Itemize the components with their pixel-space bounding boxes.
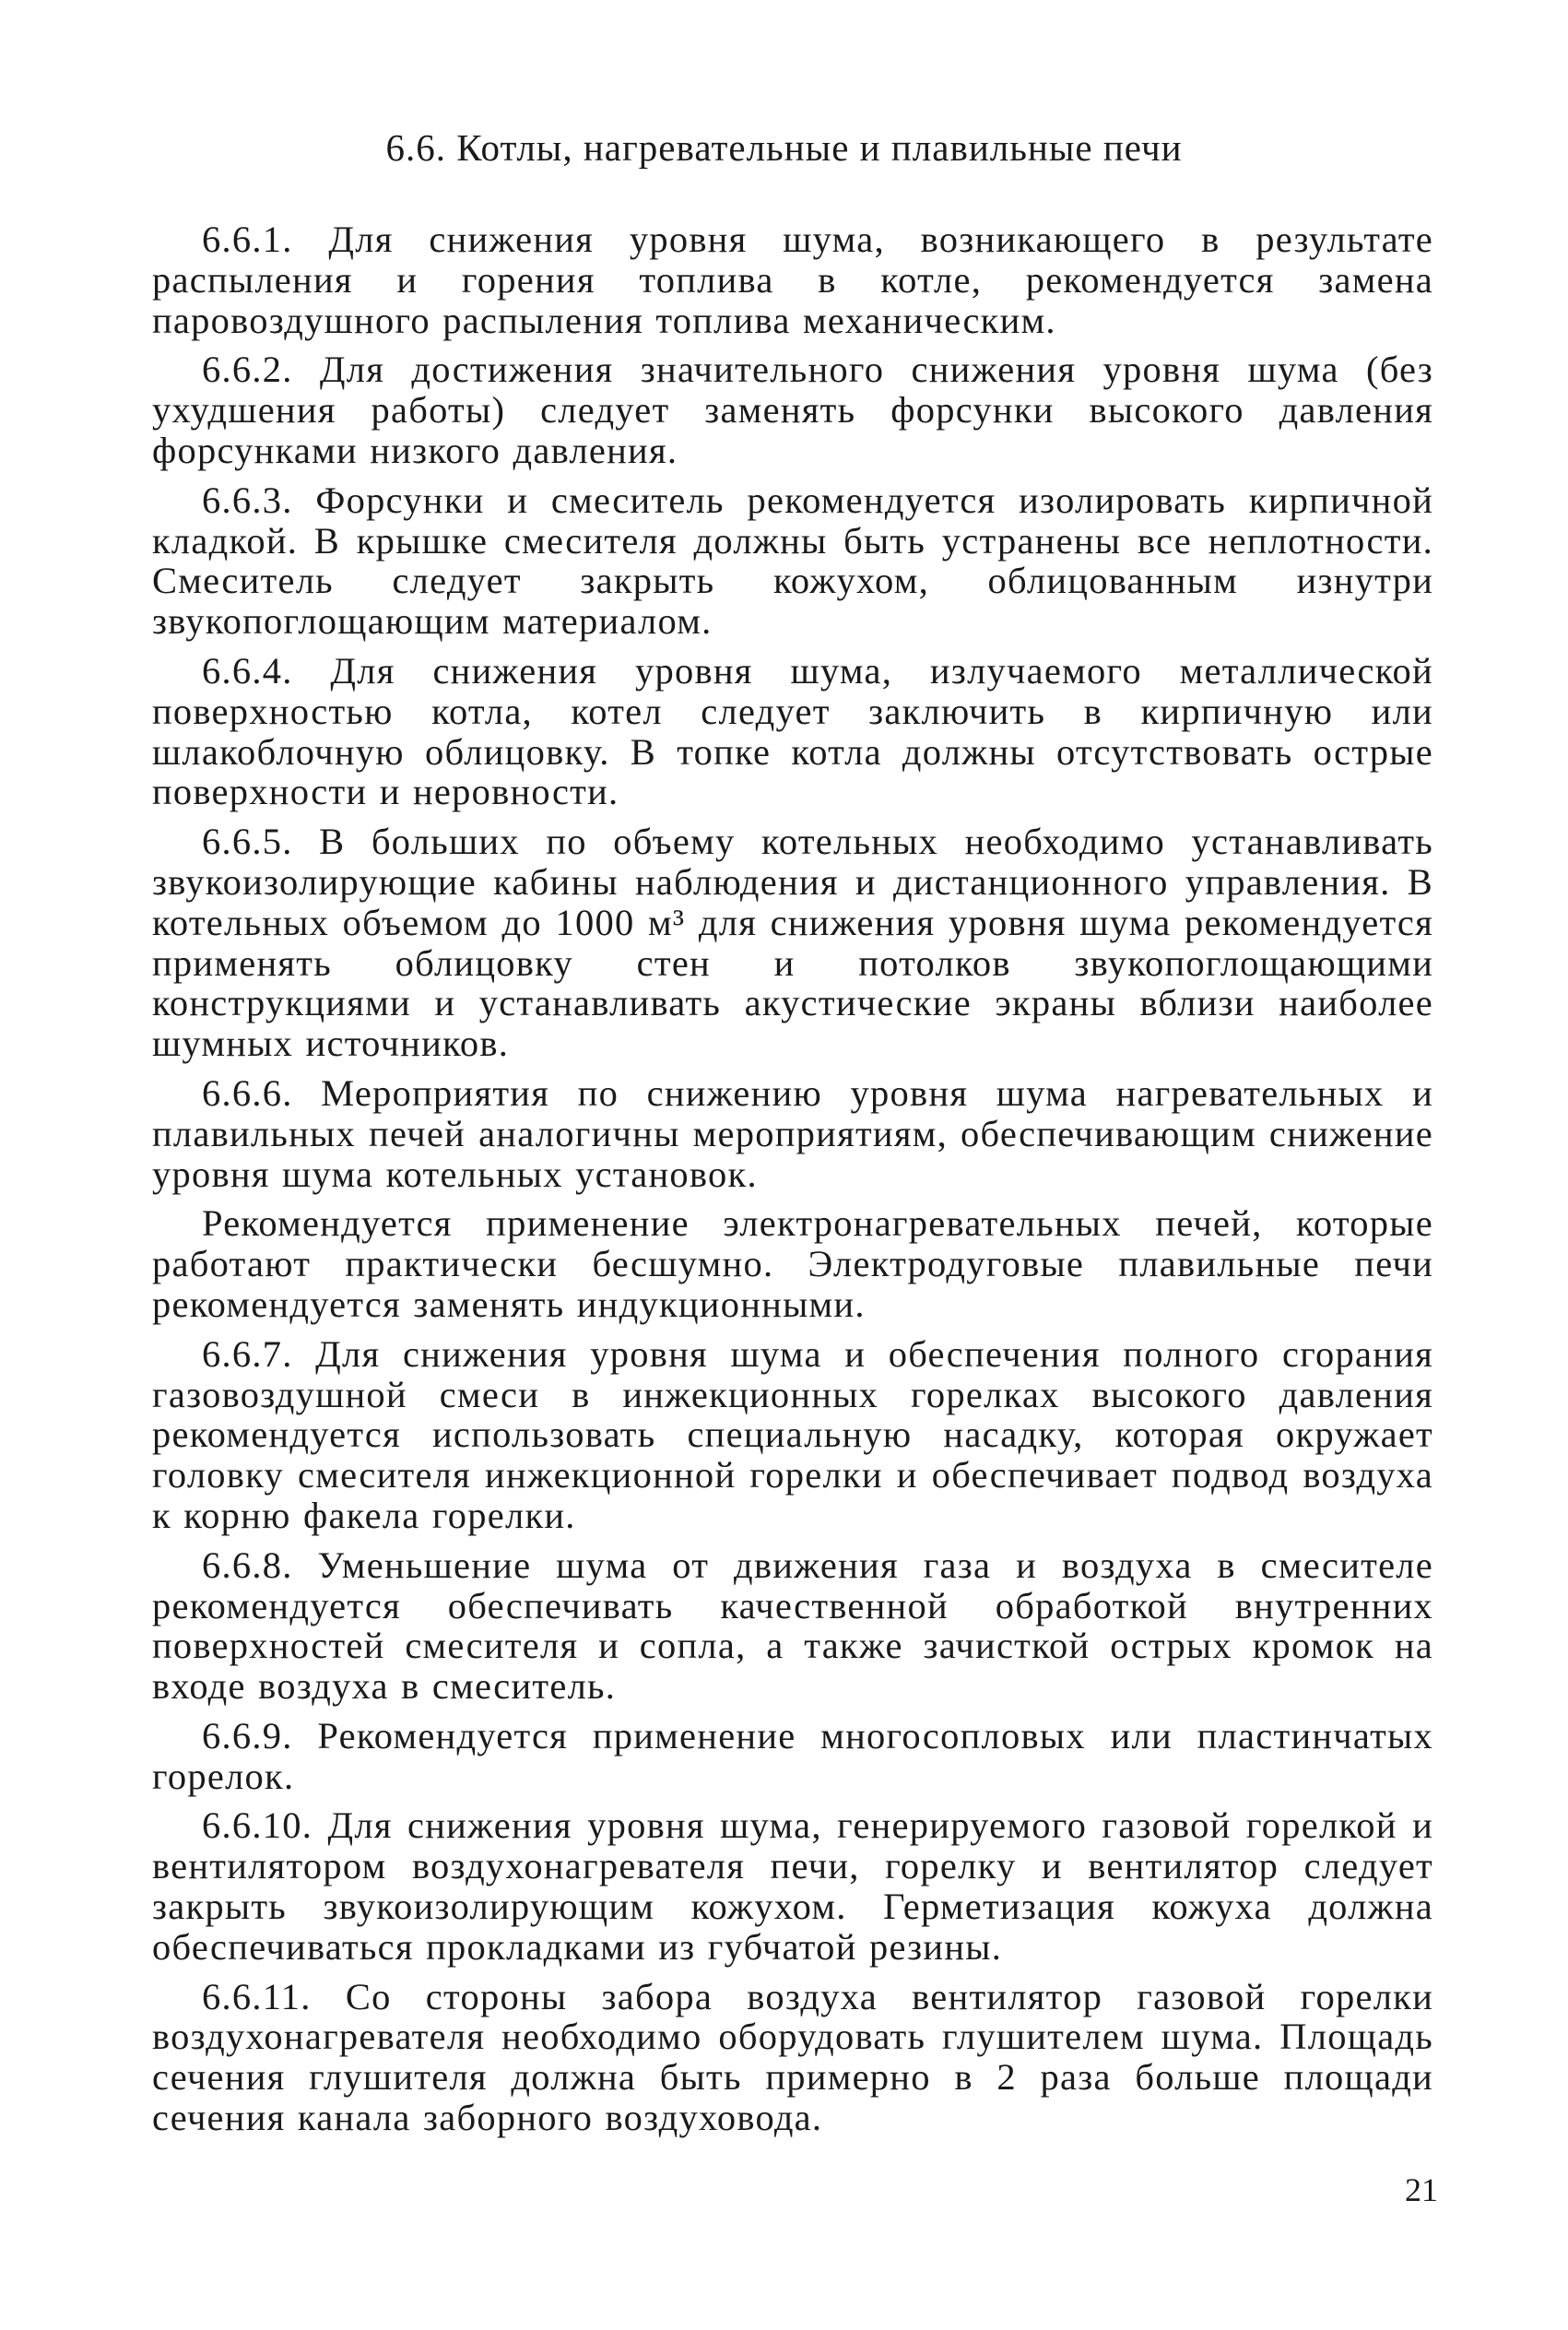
- paragraph-6-6-2: 6.6.2. Для достижения значительного снижения уровня шума (без ухудшения работы) следует заменять форсунки высокого давления форсунками низкого давления.: [152, 349, 1433, 471]
- paragraph-6-6-7: 6.6.7. Для снижения уровня шума и обеспечения полного сгорания газовоздушной смеси в инжекционных горелках высокого давления рекомендуется использовать специальную насадку, которая окружает головку смесителя инжекционной горелки и обеспечивает подвод воздуха к корню факела горелки.: [152, 1332, 1433, 1536]
- paragraph-6-6-1: 6.6.1. Для снижения уровня шума, возникающего в результате распыления и горения топлива в котле, рекомендуется замена паровоздушного распыления топлива механическим.: [152, 219, 1433, 341]
- paragraph-6-6-10: 6.6.10. Для снижения уровня шума, генерируемого газовой горелкой и вентилятором воздухонагревателя печи, горелку и вентилятор следует закрыть звукоизолирующим кожухом. Герметизация кожуха должна обеспечиваться прокладками из губчатой резины.: [152, 1804, 1433, 1968]
- section-title: 6.6. Котлы, нагревательные и плавильные печи: [385, 126, 1183, 169]
- paragraph-6-6-5: 6.6.5. В больших по объему котельных необходимо устанавливать звукоизолирующие кабины наблюдения и дистанционного управления. В котельных объемом до 1000 м³ для снижения уровня шума рекомендуется применять облицовку стен и потолков звукопоглощающими конструкциями и устанавливать акустические экраны вблизи наиболее шумных источников.: [152, 821, 1433, 1065]
- page-number: 21: [1405, 2171, 1438, 2208]
- paragraph-6-6-6-continued: Рекомендуется применение электронагревательных печей, которые работают практически бесшумно. Электродуговые плавильные печи рекомендуется заменять индукционными.: [152, 1202, 1433, 1325]
- paragraph-6-6-11: 6.6.11. Со стороны забора воздуха вентилятор газовой горелки воздухонагревателя необходимо оборудовать глушителем шума. Площадь сечения глушителя должна быть примерно в 2 раза больше площади сечения канала заборного воздуховода.: [152, 1975, 1433, 2139]
- paragraph-6-6-4: 6.6.4. Для снижения уровня шума, излучаемого металлической поверхностью котла, котел следует заключить в кирпичную или шлакоблочную облицовку. В топке котла должны отсутствовать острые поверхности и неровности.: [152, 649, 1433, 813]
- paragraph-6-6-8: 6.6.8. Уменьшение шума от движения газа и воздуха в смесителе рекомендуется обеспечивать качественной обработкой внутренних поверхностей смесителя и сопла, а также зачисткой острых кромок на входе воздуха в смеситель.: [152, 1543, 1433, 1708]
- paragraph-6-6-6: 6.6.6. Мероприятия по снижению уровня шума нагревательных и плавильных печей аналогичны мероприятиям, обеспечивающим снижение уровня шума котельных установок.: [152, 1071, 1433, 1195]
- paragraph-6-6-3: 6.6.3. Форсунки и смеситель рекомендуется изолировать кирпичной кладкой. В крышке смесителя должны быть устранены все неплотности. Смеситель следует закрыть кожухом, облицованным изнутри звукопоглощающим материалом.: [152, 479, 1433, 643]
- body-text: [152, 219, 1433, 2147]
- paragraph-6-6-9: 6.6.9. Рекомендуется применение многосопловых или пластинчатых горелок.: [152, 1714, 1433, 1797]
